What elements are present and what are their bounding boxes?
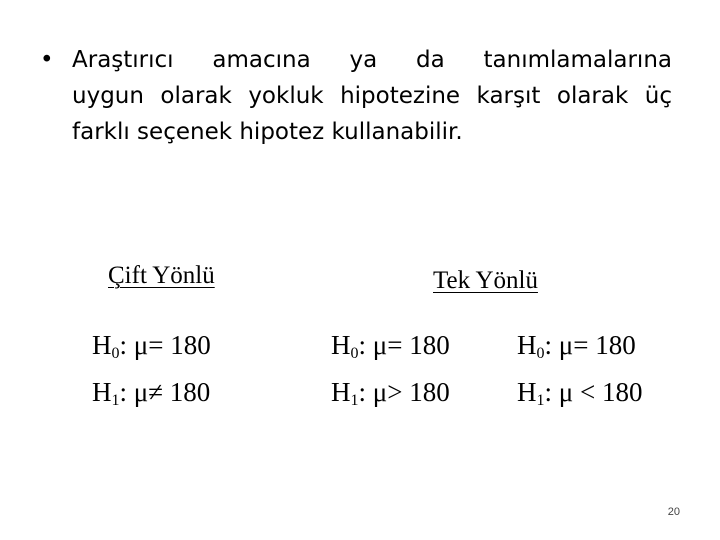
bullet-line-2: uygun olarak yokluk hipotezine karşıt olarak üç [72, 83, 672, 109]
null-hypothesis: $H_0$: μ= 180 [92, 330, 211, 362]
hypothesis-set-less [517, 326, 642, 420]
bullet-line-3: farklı seçenek hipotez kullanabilir. [72, 119, 463, 145]
bullet-paragraph [40, 42, 672, 150]
null-hypothesis: $H_0$: μ= 180 [517, 330, 636, 362]
alternative-hypothesis: $H_1$: μ> 180 [331, 377, 450, 409]
alternative-hypothesis: $H_1$: μ≠ 180 [92, 377, 211, 409]
hypothesis-set-two-sided [92, 326, 211, 420]
bullet-text [72, 42, 672, 150]
heading-two-sided: Çift Yönlü [108, 262, 215, 289]
hypothesis-set-greater [331, 326, 450, 420]
page-number: 20 [667, 506, 680, 518]
alternative-hypothesis: $H_1$: μ < 180 [517, 377, 643, 409]
heading-one-sided: Tek Yönlü [433, 267, 538, 294]
bullet-marker: • [40, 47, 54, 73]
null-hypothesis: $H_0$: μ= 180 [331, 330, 450, 362]
bullet-line-1: Araştırıcı amacına ya da tanımlamalarına [72, 47, 672, 73]
